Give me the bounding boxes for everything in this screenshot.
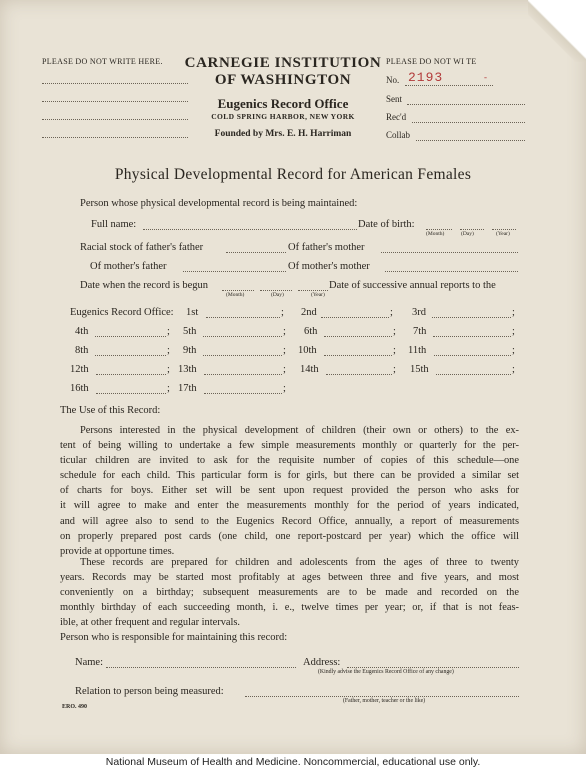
paragraph-line: of charts for boys. Either set will be sent upon request provided the person who asks for	[60, 485, 519, 497]
separator: ;	[167, 383, 170, 394]
dob-year-line	[492, 229, 516, 230]
ordinal-line	[203, 355, 282, 356]
fathers-father-label: Racial stock of father's father	[80, 242, 204, 253]
mothers-mother-line	[385, 271, 518, 272]
left-box-label: PLEASE DO NOT WRITE HERE.	[42, 57, 163, 66]
fathers-mother-line	[381, 252, 518, 253]
ordinal-label: 2nd	[301, 307, 317, 318]
address-label: Address:	[303, 657, 341, 668]
begun-day-line	[260, 290, 292, 291]
begun-day-caption: (Day)	[271, 292, 284, 298]
separator: ;	[512, 364, 515, 375]
date-successive-label: Date of successive annual reports to the	[329, 280, 496, 291]
use-heading: The Use of this Record:	[60, 405, 161, 416]
relation-note: (Father, mother, teacher or the like)	[343, 698, 426, 704]
separator: ;	[393, 364, 396, 375]
relation-label: Relation to person being measured:	[75, 686, 224, 697]
paragraph-line: schedule for each child. This particular form is for girls, but there can be provided a similar set	[60, 470, 519, 482]
ordinal-label: 7th	[413, 326, 427, 337]
ordinal-label: 12th	[70, 364, 89, 375]
separator: ;	[512, 307, 515, 318]
name-label: Name:	[75, 657, 103, 668]
ordinal-label: 11th	[408, 345, 427, 356]
recd-line	[412, 122, 525, 123]
paragraph-line: ticular children are invited to ask for the requisite number of copies of this schedule—one	[60, 455, 519, 467]
begun-year-caption: (Year)	[311, 292, 325, 298]
ordinal-line	[204, 374, 282, 375]
separator: ;	[167, 345, 170, 356]
ordinal-line	[324, 336, 392, 337]
ordinal-line	[433, 336, 511, 337]
ordinal-line	[436, 374, 511, 375]
paragraph-line: These records are prepared for children and adolescents from the ages of three to twenty	[80, 557, 519, 568]
separator: ;	[393, 326, 396, 337]
collab-label: Collab	[386, 130, 410, 140]
mothers-father-label: Of mother's father	[90, 261, 167, 272]
founder-line: Founded by Mrs. E. H. Harriman	[214, 129, 352, 139]
ordinal-label: 9th	[183, 345, 197, 356]
left-box-line	[42, 101, 188, 102]
dob-month-line	[426, 229, 452, 230]
separator: ;	[512, 345, 515, 356]
dob-label: Date of birth:	[358, 219, 415, 230]
separator: ;	[512, 326, 515, 337]
ordinal-label: 3rd	[412, 307, 426, 318]
paragraph-line: monthly birthday of each succeeding month, i. e., twelve times per year; or, if that is not feas-	[60, 602, 519, 614]
ordinal-label: 6th	[304, 326, 318, 337]
ero-label: Eugenics Record Office:	[70, 307, 174, 318]
ordinal-line	[434, 355, 511, 356]
paragraph-line: it will agree to make and enter the measurements monthly for the period of years indicated,	[60, 500, 519, 512]
ordinal-label: 16th	[70, 383, 89, 394]
ordinal-label: 4th	[75, 326, 89, 337]
ordinal-label: 1st	[186, 307, 199, 318]
begun-month-caption: (Month)	[226, 292, 245, 298]
ordinal-line	[206, 317, 280, 318]
fathers-mother-label: Of father's mother	[288, 242, 365, 253]
address-line	[347, 667, 519, 668]
ordinal-label: 17th	[178, 383, 197, 394]
ordinal-label: 13th	[178, 364, 197, 375]
form-code: ERO. 490	[62, 704, 88, 710]
left-box-line	[42, 83, 188, 84]
paragraph-line: on properly prepared post cards (one child, one report-postcard per year) which the office will	[60, 530, 519, 542]
institution-line2: OF WASHINGTON	[214, 72, 352, 88]
folded-corner	[528, 0, 586, 62]
sent-label: Sent	[386, 94, 403, 104]
right-box-label: PLEASE DO NOT WI TE	[386, 57, 477, 66]
ordinal-line	[95, 336, 166, 337]
form-title: Physical Developmental Record for American Females	[114, 166, 472, 183]
ordinal-label: 5th	[183, 326, 197, 337]
date-begun-label: Date when the record is begun	[80, 280, 208, 291]
ordinal-line	[203, 336, 282, 337]
ordinal-line	[432, 317, 511, 318]
office-name: Eugenics Record Office	[217, 96, 349, 111]
separator: ;	[283, 364, 286, 375]
dob-day-caption: (Day)	[461, 231, 474, 237]
recd-label: Rec'd	[386, 112, 407, 122]
institution-line1: CARNEGIE INSTITUTION	[184, 55, 382, 71]
ordinal-line	[204, 393, 282, 394]
record-number-label: No.	[386, 75, 400, 85]
responsible-heading: Person who is responsible for maintaining this record:	[60, 632, 288, 643]
mothers-father-line	[183, 271, 286, 272]
record-number: 2193	[408, 70, 444, 85]
ordinal-label: 14th	[300, 364, 319, 375]
separator: ;	[390, 307, 393, 318]
paragraph-line: years. Records may be started most profitably at ages between three and five years, and most	[60, 572, 519, 584]
ordinal-line	[321, 317, 389, 318]
separator: ;	[167, 364, 170, 375]
collab-line	[416, 140, 525, 141]
name-line	[106, 667, 296, 668]
ordinal-line	[95, 355, 166, 356]
ordinal-line	[96, 393, 166, 394]
dob-day-line	[460, 229, 484, 230]
begun-year-line	[298, 290, 328, 291]
use-paragraph-2	[60, 555, 519, 630]
fathers-father-line	[226, 252, 286, 253]
ordinal-line	[324, 355, 392, 356]
left-box-line	[42, 119, 188, 120]
full-name-line	[143, 229, 357, 230]
paragraph-line: Persons interested in the physical development of children (their own or others) to the ex-	[80, 425, 519, 436]
address-note: (Kindly advise the Eugenics Record Office of any change)	[318, 669, 454, 675]
image-credit: National Museum of Health and Medicine. Noncommercial, educational use only.	[105, 756, 481, 768]
use-paragraph-1	[60, 423, 519, 559]
paragraph-line: conveniently on a birthday; subsequent measurements are to be made and recorded on the	[60, 587, 519, 599]
paragraph-line: and will agree also to send to the Eugenics Record Office, annually, a report of measurements	[60, 515, 519, 527]
ordinal-label: 8th	[75, 345, 89, 356]
separator: ;	[283, 383, 286, 394]
separator: ;	[283, 326, 286, 337]
red-mark: -	[484, 72, 487, 82]
begun-month-line	[222, 290, 254, 291]
ordinal-label: 10th	[298, 345, 317, 356]
office-location: COLD SPRING HARBOR, NEW YORK	[211, 112, 355, 121]
left-box-line	[42, 137, 188, 138]
separator: ;	[393, 345, 396, 356]
ordinal-line	[96, 374, 166, 375]
mothers-mother-label: Of mother's mother	[288, 261, 370, 272]
ordinal-line	[326, 374, 392, 375]
dob-month-caption: (Month)	[426, 231, 445, 237]
record-number-line	[405, 85, 493, 86]
relation-line	[245, 696, 519, 697]
sent-line	[407, 104, 525, 105]
separator: ;	[283, 345, 286, 356]
section-intro: Person whose physical developmental record is being maintained:	[80, 198, 358, 209]
paragraph-line: ible, at other frequent and regular intervals.	[60, 617, 241, 629]
separator: ;	[281, 307, 284, 318]
full-name-label: Full name:	[91, 219, 137, 230]
paragraph-line: tent of being willing to undertake a few simple measurements monthly or quarterly for the per-	[60, 440, 519, 452]
dob-year-caption: (Year)	[496, 231, 510, 237]
separator: ;	[167, 326, 170, 337]
ordinal-label: 15th	[410, 364, 429, 375]
paragraph-line: provide at opportune times.	[60, 545, 175, 557]
